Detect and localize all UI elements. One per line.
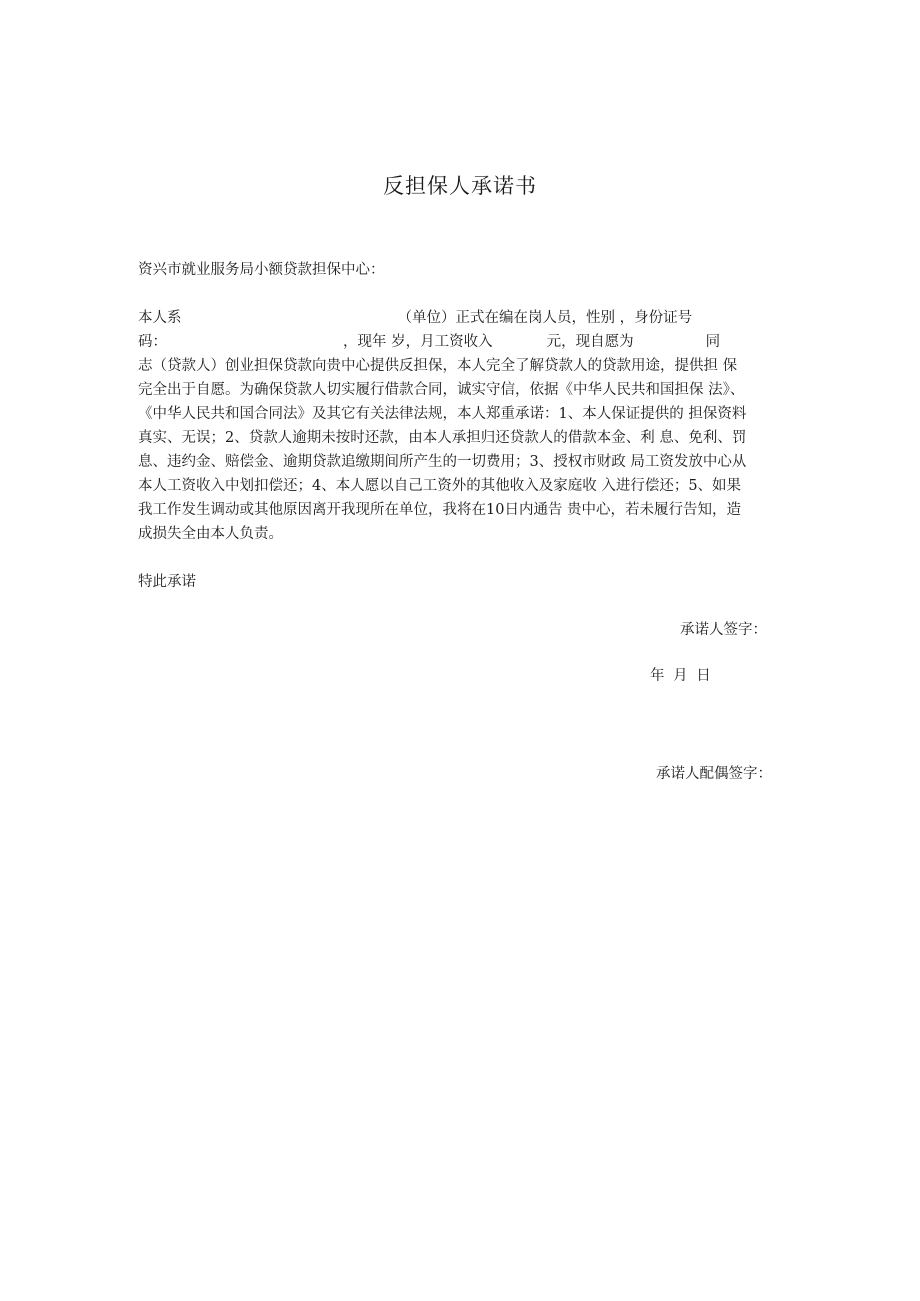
body-text: 码： [138,334,167,350]
body-line: 本人工资收入中划扣偿还；4、本人愿以自己工资外的其他收入及家庭收 入进行偿还；5、如果 [138,478,742,494]
body-line: 志（贷款人）创业担保贷款向贵中心提供反担保，本人完全了解贷款人的贷款用途，提供担 保 [138,358,738,374]
body-line: 息、违约金、赔偿金、逾期贷款追缴期间所产生的一切费用；3、授权市财政 局工资发放中心从 [138,454,747,470]
date-label: 年 月 日 [650,668,711,684]
body-line: 真实、无误；2、贷款人逾期未按时还款，由本人承担归还贷款人的借款本金、利 息、免利、罚 [138,430,747,446]
body-line: 我工作发生调动或其他原因离开我现所在单位，我将在10日内通告 贵中心，若未履行告知，造 [138,502,742,518]
addressee: 资兴市就业服务局小额贷款担保中心： [138,262,385,278]
body-text: 同 [705,334,721,350]
body-text: 本人系 [138,310,182,326]
body-line: 完全出于自愿。为确保贷款人切实履行借款合同，诚实守信，依据《中华人民共和国担保 法》、 [138,382,745,398]
body-line [138,330,720,354]
body-text: ，现年 岁，月工资收入 [343,334,493,350]
document-title: 反担保人承诺书 [383,174,537,198]
body-line: 《中华人民共和国合同法》及其它有关法律法规，本人郑重承诺：1、本人保证提供的 担保资料 [138,406,747,422]
promisor-signature-label: 承诺人签字： [680,622,767,638]
body-line: 成损失全由本人负责。 [138,526,283,542]
body-line [138,306,692,330]
body-text: 元，现自愿为 [546,334,634,350]
spouse-signature-label: 承诺人配偶签字： [656,766,772,782]
closing-statement: 特此承诺 [138,574,196,590]
body-text: （单位）正式在编在岗人员，性别 ，身份证号 [397,310,693,326]
